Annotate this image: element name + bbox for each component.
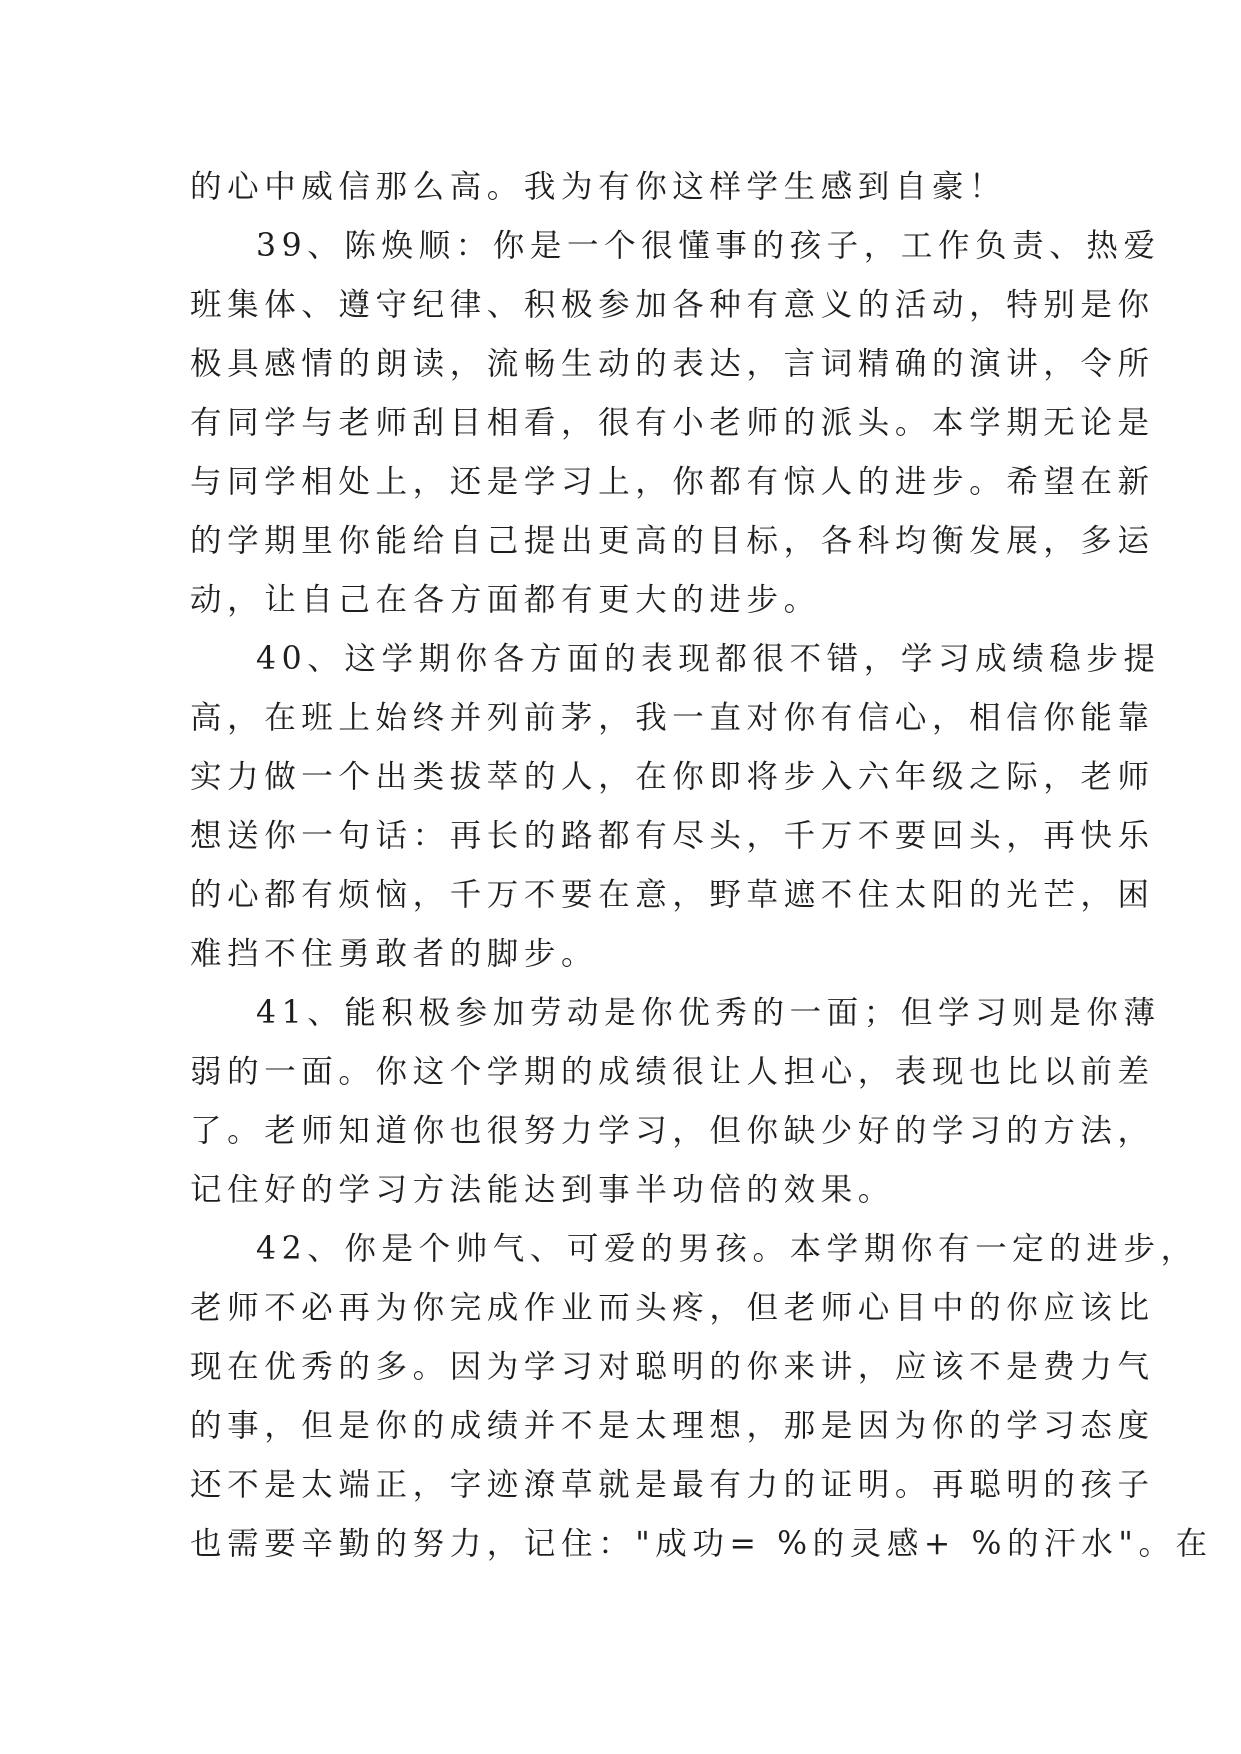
text-line: 极具感情的朗读，流畅生动的表达，言词精确的演讲，令所 xyxy=(190,346,1155,382)
text-line: 想送你一句话：再长的路都有尽头，千万不要回头，再快乐 xyxy=(190,818,1155,854)
text-line: 也需要辛勤的努力，记住："成功= %的灵感+ %的汗水"。在 xyxy=(190,1526,1213,1562)
text-line: 的学期里你能给自己提出更高的目标，各科均衡发展，多运 xyxy=(190,523,1155,559)
text-line: 记住好的学习方法能达到事半功倍的效果。 xyxy=(190,1172,895,1208)
text-line: 难挡不住勇敢者的脚步。 xyxy=(190,936,599,972)
text-line: 与同学相处上，还是学习上，你都有惊人的进步。希望在新 xyxy=(190,464,1155,500)
text-line: 的心中威信那么高。我为有你这样学生感到自豪！ xyxy=(190,169,1007,205)
text-line: 42、你是个帅气、可爱的男孩。本学期你有一定的进步， xyxy=(256,1231,1198,1267)
body-text xyxy=(190,158,1213,1574)
text-line: 39、陈焕顺：你是一个很懂事的孩子，工作负责、热爱 xyxy=(256,228,1161,264)
text-line: 的事，但是你的成绩并不是太理想，那是因为你的学习态度 xyxy=(190,1408,1155,1444)
text-line: 高，在班上始终并列前茅，我一直对你有信心，相信你能靠 xyxy=(190,700,1155,736)
text-line: 有同学与老师刮目相看，很有小老师的派头。本学期无论是 xyxy=(190,405,1155,441)
text-line: 班集体、遵守纪律、积极参加各种有意义的活动，特别是你 xyxy=(190,287,1155,323)
text-line: 还不是太端正，字迹潦草就是最有力的证明。再聪明的孩子 xyxy=(190,1467,1155,1503)
text-line: 41、能积极参加劳动是你优秀的一面；但学习则是你薄 xyxy=(256,995,1161,1031)
text-line: 现在优秀的多。因为学习对聪明的你来讲，应该不是费力气 xyxy=(190,1349,1155,1385)
text-line: 了。老师知道你也很努力学习，但你缺少好的学习的方法， xyxy=(190,1113,1155,1149)
text-line: 动，让自己在各方面都有更大的进步。 xyxy=(190,582,821,618)
text-line: 实力做一个出类拔萃的人，在你即将步入六年级之际，老师 xyxy=(190,759,1155,795)
text-line: 老师不必再为你完成作业而头疼，但老师心目中的你应该比 xyxy=(190,1290,1155,1326)
text-line: 40、这学期你各方面的表现都很不错，学习成绩稳步提 xyxy=(256,641,1161,677)
text-line: 的心都有烦恼，千万不要在意，野草遮不住太阳的光芒，困 xyxy=(190,877,1155,913)
text-line: 弱的一面。你这个学期的成绩很让人担心，表现也比以前差 xyxy=(190,1054,1155,1090)
